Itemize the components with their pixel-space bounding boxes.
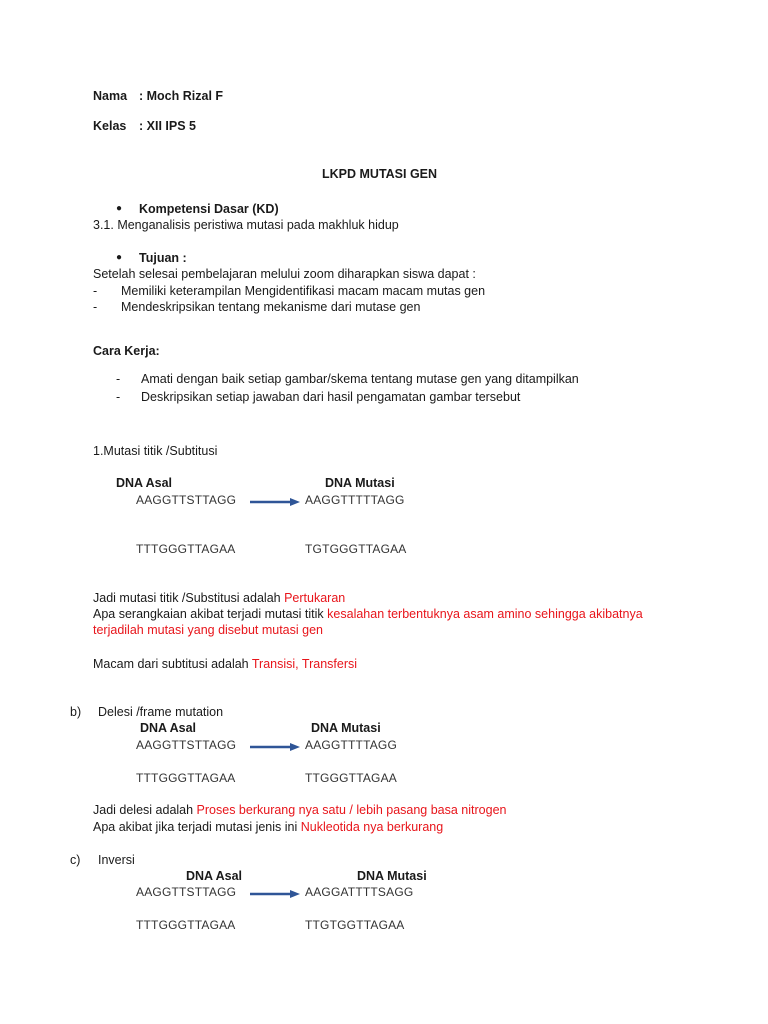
dna-mutasi-header: DNA Mutasi — [311, 721, 381, 735]
arrow-right-icon — [250, 497, 300, 507]
dna-mutasi-sequence: TTGGGTTAGAA — [305, 771, 397, 785]
tujuan-bullet-icon: ● — [116, 252, 123, 263]
dna-asal-sequence: TTTGGGTTAGAA — [136, 771, 236, 785]
question-text: Apa akibat jika terjadi mutasi jenis ini — [93, 820, 301, 834]
kelas-label: Kelas — [93, 119, 127, 133]
dna-mutasi-sequence: TGTGGGTTAGAA — [305, 542, 407, 556]
section-b-label: b) — [70, 705, 82, 719]
dna-asal-header: DNA Asal — [140, 721, 197, 735]
answer-text: Transisi, Transfersi — [251, 657, 358, 671]
dna-asal-sequence: AAGGTTSTTAGG — [136, 738, 237, 752]
cara-kerja-dash: - — [116, 372, 121, 386]
cara-kerja-dash: - — [116, 390, 121, 404]
tujuan-item: Memiliki keterampilan Mengidentifikasi macam macam mutas gen — [121, 284, 486, 298]
section1-title: 1.Mutasi titik /Subtitusi — [93, 444, 218, 458]
dna-asal-sequence: AAGGTTSTTAGG — [136, 493, 237, 507]
cara-kerja-heading: Cara Kerja: — [93, 344, 160, 358]
answer-text: kesalahan terbentuknya asam amino sehingga akibatnya — [327, 607, 643, 621]
section-c-label: c) — [70, 853, 81, 867]
question-text: Jadi delesi adalah — [93, 803, 197, 817]
answer-text: Pertukaran — [284, 591, 346, 605]
cara-kerja-item: Deskripsikan setiap jawaban dari hasil pengamatan gambar tersebut — [141, 390, 521, 404]
section-c-title: Inversi — [98, 853, 135, 867]
document-title: LKPD MUTASI GEN — [322, 167, 438, 181]
question-line — [93, 819, 443, 835]
dna-mutasi-sequence: TTGTGGTTAGAA — [305, 918, 405, 932]
kd-bullet-icon: ● — [116, 203, 123, 214]
nama-label: Nama — [93, 89, 128, 103]
answer-text: terjadilah mutasi yang disebut mutasi gen — [93, 623, 323, 637]
dna-mutasi-sequence: AAGGTTTTTAGG — [305, 493, 405, 507]
dna-asal-sequence: TTTGGGTTAGAA — [136, 542, 236, 556]
question-line — [93, 606, 643, 622]
dna-asal-sequence: TTTGGGTTAGAA — [136, 918, 236, 932]
dna-mutasi-header: DNA Mutasi — [357, 869, 427, 883]
dna-asal-header: DNA Asal — [186, 869, 243, 883]
dna-asal-sequence: AAGGTTSTTAGG — [136, 885, 237, 899]
answer-text: Nukleotida nya berkurang — [300, 820, 444, 834]
dna-mutasi-sequence: AAGGATTTTSAGG — [305, 885, 414, 899]
question-text: Macam dari subtitusi adalah — [93, 657, 252, 671]
tujuan-item: Mendeskripsikan tentang mekanisme dari mutase gen — [121, 300, 421, 314]
tujuan-item-dash: - — [93, 300, 98, 314]
dna-mutasi-sequence: AAGGTTTTAGG — [305, 738, 397, 752]
nama-value: : Moch Rizal F — [139, 89, 224, 103]
kelas-value: : XII IPS 5 — [139, 119, 196, 133]
section-b-title: Delesi /frame mutation — [98, 705, 224, 719]
question-line — [93, 802, 506, 818]
arrow-right-icon — [250, 889, 300, 899]
cara-kerja-item: Amati dengan baik setiap gambar/skema tentang mutase gen yang ditampilkan — [141, 372, 579, 386]
tujuan-intro: Setelah selesai pembelajaran melului zoom diharapkan siswa dapat : — [93, 267, 476, 281]
kd-text: 3.1. Menganalisis peristiwa mutasi pada makhluk hidup — [93, 218, 399, 232]
question-text: Apa serangkaian akibat terjadi mutasi titik — [93, 607, 324, 621]
arrow-right-icon — [250, 742, 300, 752]
question-line — [93, 590, 345, 606]
tujuan-heading: Tujuan : — [139, 251, 187, 265]
dna-asal-header: DNA Asal — [116, 476, 173, 490]
question-line — [93, 656, 357, 672]
kd-heading: Kompetensi Dasar (KD) — [139, 202, 279, 216]
question-text: Jadi mutasi titik /Substitusi adalah — [93, 591, 285, 605]
dna-mutasi-header: DNA Mutasi — [325, 476, 395, 490]
answer-text: Proses berkurang nya satu / lebih pasang basa nitrogen — [196, 803, 507, 817]
tujuan-item-dash: - — [93, 284, 98, 298]
